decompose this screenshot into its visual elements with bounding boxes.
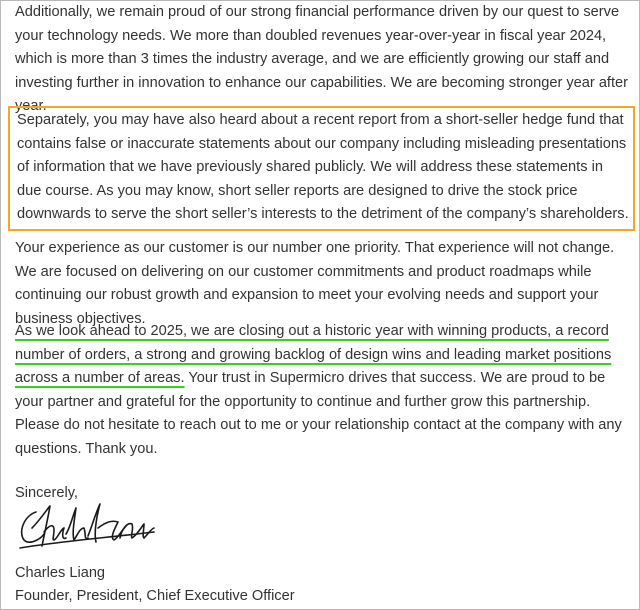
underlined-outlook-text: As we look ahead to 2025, we are closing out a historic year with winning products, a record number of orders, a strong and growing backlog of design wins and leading market positions across a number of areas.: [15, 323, 612, 386]
paragraph-outlook-2025: [15, 320, 633, 461]
outlook-rest-text: Your trust in Supermicro drives that success. We are proud to be your partner and grateful for the opportunity to continue and further grow this partnership. Please do not hesitate to reach out to me or your relationship contact at the company with any questions. Thank you.: [15, 370, 622, 457]
handwritten-signature: [14, 498, 164, 560]
paragraph-short-seller-highlighted: Separately, you may have also heard about a recent report from a short-seller hedge fund that contains false or inaccurate statements about our company including misleading presentations of information that we have previously shared publicly. We will address these statements in due course. As you may know, short seller reports are designed to drive the stock price downwards to serve the short seller’s interests to the detriment of the company’s shareholders.: [8, 106, 635, 231]
closing-salutation: Sincerely,: [15, 485, 78, 501]
paragraph-customer-experience: Your experience as our customer is our number one priority. That experience will not change. We are focused on delivering on our customer commitments and product roadmaps while continuing our robust growth and expansion to meet your evolving needs and support your business objectives.: [15, 240, 615, 327]
paragraph-financial-performance: Additionally, we remain proud of our strong financial performance driven by our quest to serve your technology needs. We more than doubled revenues year-over-year in fiscal year 2024, which is more than 3 times the industry average, and we are efficiently growing our staff and investing further in innovation to enhance our capabilities. We are becoming stronger year after year.: [15, 4, 629, 114]
signer-title: Founder, President, Chief Executive Officer: [15, 588, 295, 604]
signer-name: Charles Liang: [15, 565, 106, 581]
